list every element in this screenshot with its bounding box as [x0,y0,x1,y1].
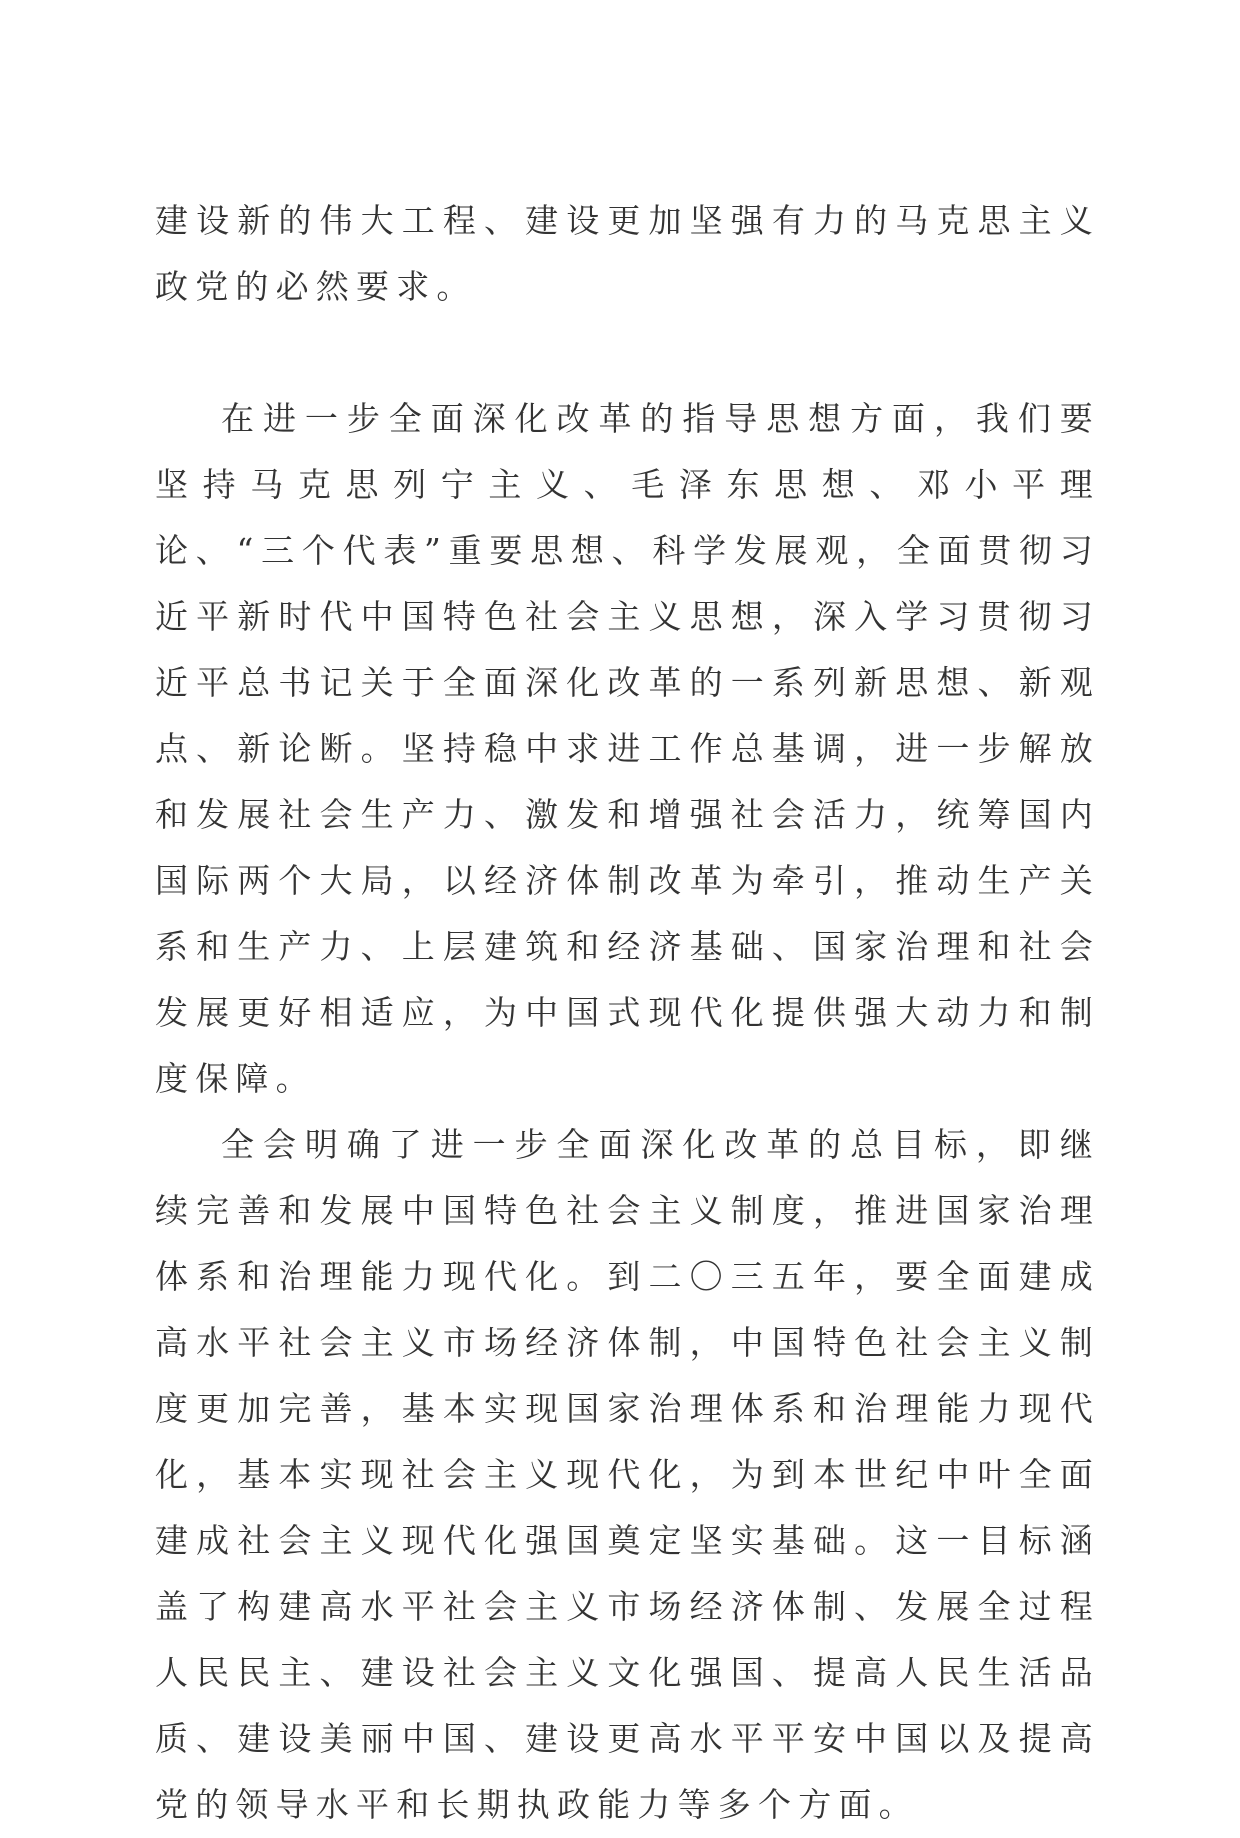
paragraph-guiding-thought: 在进一步全面深化改革的指导思想方面，我们要坚持马克思列宁主义、毛泽东思想、邓小平理论、“三个代表”重要思想、科学发展观，全面贯彻习近平新时代中国特色社会主义思想，深入学习贯彻习近平总书记关于全面深化改革的一系列新思想、新观点、新论断。坚持稳中求进工作总基调，进一步解放和发展社会生产力、激发和增强社会活力，统筹国内国际两个大局，以经济体制改革为牵引，推动生产关系和生产力、上层建筑和经济基础、国家治理和社会发展更好相适应，为中国式现代化提供强大动力和制度保障。 [155,399,1100,1098]
paragraph-overall-goal: 全会明确了进一步全面深化改革的总目标，即继续完善和发展中国特色社会主义制度，推进国家治理体系和治理能力现代化。到二〇三五年，要全面建成高水平社会主义市场经济体制，中国特色社会主义制度更加完善，基本实现国家治理体系和治理能力现代化，基本实现社会主义现代化，为到本世纪中叶全面建成社会主义现代化强国奠定坚实基础。这一目标涵盖了构建高水平社会主义市场经济体制、发展全过程人民民主、建设社会主义文化强国、提高人民生活品质、建设美丽中国、建设更高水平平安中国以及提高党的领导水平和长期执政能力等多个方面。 [155,1125,1100,1824]
paragraph-spacer [155,320,1100,386]
paragraph-continuation: 建设新的伟大工程、建设更加坚强有力的马克思主义政党的必然要求。 [155,201,1100,306]
document-body [155,188,1100,1838]
